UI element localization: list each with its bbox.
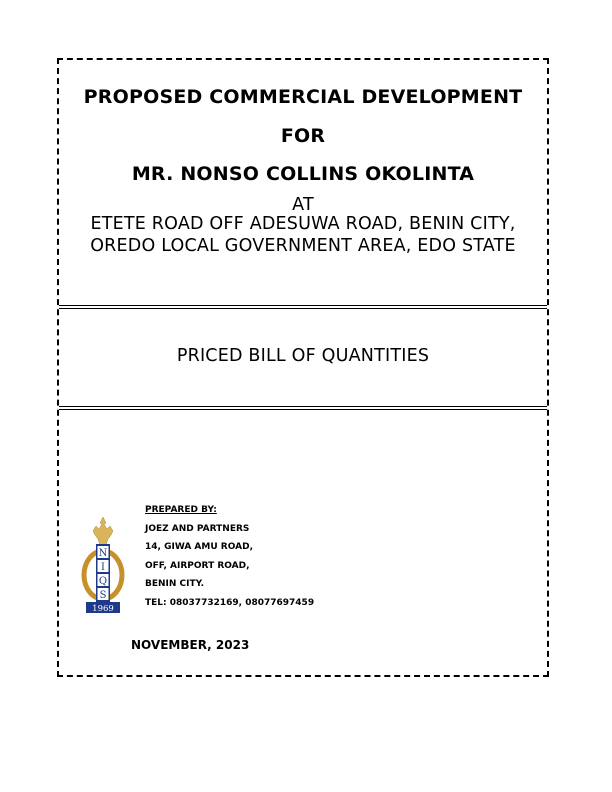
title-for-wrap xyxy=(59,127,547,146)
document-type-section xyxy=(59,346,547,366)
firm-address-line2: OFF, AIRPORT ROAD, xyxy=(145,560,250,571)
svg-text:S: S xyxy=(99,590,107,601)
svg-text:Q: Q xyxy=(98,576,108,587)
prepared-by-label: PREPARED BY: xyxy=(145,505,217,515)
firm-address-line1: 14, GIWA AMU ROAD, xyxy=(145,542,253,553)
address-line1-wrap xyxy=(59,216,547,234)
title-at-wrap xyxy=(59,197,547,215)
section-divider-top xyxy=(59,305,547,309)
site-address-line2: OREDO LOCAL GOVERNMENT AREA, EDO STATE xyxy=(90,236,516,256)
site-address-line1: ETETE ROAD OFF ADESUWA ROAD, BENIN CITY, xyxy=(90,214,516,234)
firm-telephone: TEL: 08037732169, 08077697459 xyxy=(145,597,315,608)
prepared-by-block xyxy=(145,501,314,613)
address-line2-wrap xyxy=(59,238,547,256)
client-name-wrap xyxy=(59,165,547,184)
document-type-title: PRICED BILL OF QUANTITIES xyxy=(176,346,430,366)
section-divider-bottom xyxy=(59,406,547,410)
title-section xyxy=(59,88,547,107)
firm-city: BENIN CITY. xyxy=(145,579,205,590)
client-name: MR. NONSO COLLINS OKOLINTA xyxy=(131,163,475,185)
svg-text:N: N xyxy=(98,548,108,559)
firm-name: JOEZ AND PARTNERS xyxy=(145,523,250,534)
niqs-logo-icon xyxy=(80,515,126,615)
page-border-frame xyxy=(57,58,549,677)
title-for: FOR xyxy=(280,125,326,147)
title-at: AT xyxy=(292,195,314,215)
svg-text:1969: 1969 xyxy=(92,604,114,614)
project-title: PROPOSED COMMERCIAL DEVELOPMENT xyxy=(83,86,523,108)
svg-text:I: I xyxy=(101,562,105,573)
document-date: NOVEMBER, 2023 xyxy=(131,638,250,652)
